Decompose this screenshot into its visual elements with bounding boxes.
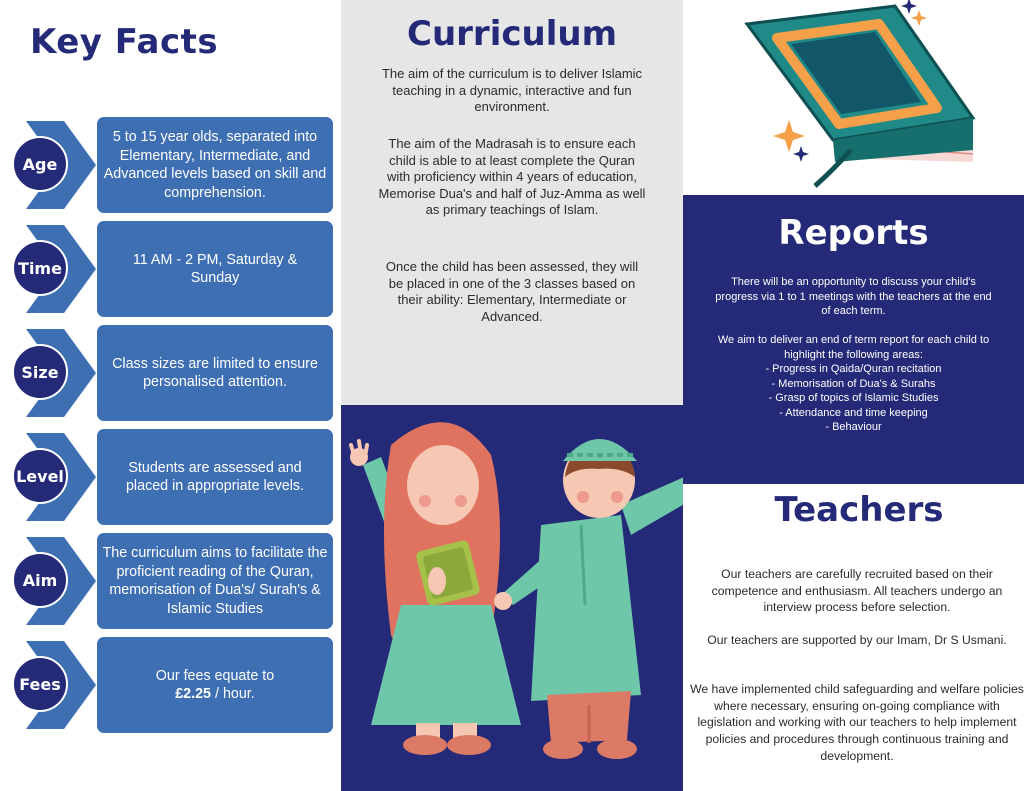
reports-title: Reports (778, 213, 929, 253)
fact-size-label: Size (12, 344, 68, 400)
reports-areas-list (713, 362, 994, 435)
reports-panel (683, 195, 1024, 484)
fact-age-text: 5 to 15 year olds, separated into Elementary, Intermediate, and Advanced levels based on skill and comprehension. (97, 117, 333, 213)
list-item: - Progress in Qaida/Quran recitation (765, 363, 942, 375)
fact-time-text: 11 AM - 2 PM, Saturday & Sunday (97, 221, 333, 317)
fact-size (0, 325, 341, 421)
sparkle-icon (773, 120, 805, 152)
fact-aim-text: The curriculum aims to facilitate the proficient reading of the Quran, memorisation of Dua's/ Surah's & Islamic Studies (97, 533, 333, 629)
teachers-paragraph-1: Our teachers are carefully recruited based on their competence and enthusiasm. All teachers undergo an interview process before selection. (711, 567, 1003, 615)
fact-time-label: Time (12, 240, 68, 296)
quran-book-icon (683, 0, 1024, 195)
curriculum-paragraph-2: The aim of the Madrasah is to ensure each child is able to at least complete the Quran with proficiency within 4 years of education, Memorise Dua's and half of Juz-Amma as well as primary teachings of Islam. (378, 136, 646, 217)
children-illustration-panel (341, 405, 683, 791)
fact-age (0, 117, 341, 213)
reports-paragraph-2: We aim to deliver an end of term report for each child to highlight the following areas: (717, 334, 990, 361)
fact-level-text: Students are assessed and placed in appropriate levels. (97, 429, 333, 525)
fact-fees-label: Fees (12, 656, 68, 712)
curriculum-paragraph-3: Once the child has been assessed, they will be placed in one of the 3 classes based on their ability: Elementary, Intermediate or Advanced. (385, 259, 639, 324)
fees-text-before: Our fees equate to (155, 667, 275, 684)
reports-paragraph-1: There will be an opportunity to discuss your child's progress via 1 to 1 meetings with the teachers at the end of each term. (715, 276, 992, 318)
teachers-paragraph-3: We have implemented child safeguarding and welfare policies where necessary, ensuring on-going compliance with legislation and working with our teachers to help implement policies and procedures through continuous training and development. (690, 682, 1024, 763)
key-facts-title: Key Facts (30, 22, 219, 62)
fact-level (0, 429, 341, 525)
fact-aim (0, 533, 341, 629)
list-item: - Grasp of topics of Islamic Studies (768, 392, 939, 405)
fact-aim-label: Aim (12, 552, 68, 608)
teachers-panel (683, 484, 1024, 791)
list-item: - Attendance and time keeping (779, 406, 928, 419)
fact-size-text: Class sizes are limited to ensure personalised attention. (97, 325, 333, 421)
fact-age-label: Age (12, 136, 68, 192)
teachers-paragraph-2: Our teachers are supported by our Imam, Dr S Usmani. (707, 633, 1007, 647)
list-item: - Behaviour (825, 421, 882, 434)
teachers-title: Teachers (774, 490, 944, 530)
boy-figure (494, 439, 683, 759)
girl-figure (350, 422, 521, 755)
fees-amount: £2.25 (175, 686, 212, 702)
book-illustration-panel (683, 0, 1024, 195)
fact-fees-text (97, 637, 333, 733)
fact-level-label: Level (12, 448, 68, 504)
list-item: - Memorisation of Dua's & Surahs (771, 377, 936, 390)
fact-time (0, 221, 341, 317)
curriculum-panel (341, 0, 683, 405)
fees-text-after: / hour. (215, 686, 255, 702)
children-illustration (341, 405, 683, 791)
key-facts-panel (0, 0, 341, 791)
curriculum-title: Curriculum (407, 14, 617, 54)
curriculum-paragraph-1: The aim of the curriculum is to deliver Islamic teaching in a dynamic, interactive and fun environment. (381, 66, 643, 114)
fees-amount-line (175, 685, 255, 704)
fact-fees (0, 637, 341, 733)
